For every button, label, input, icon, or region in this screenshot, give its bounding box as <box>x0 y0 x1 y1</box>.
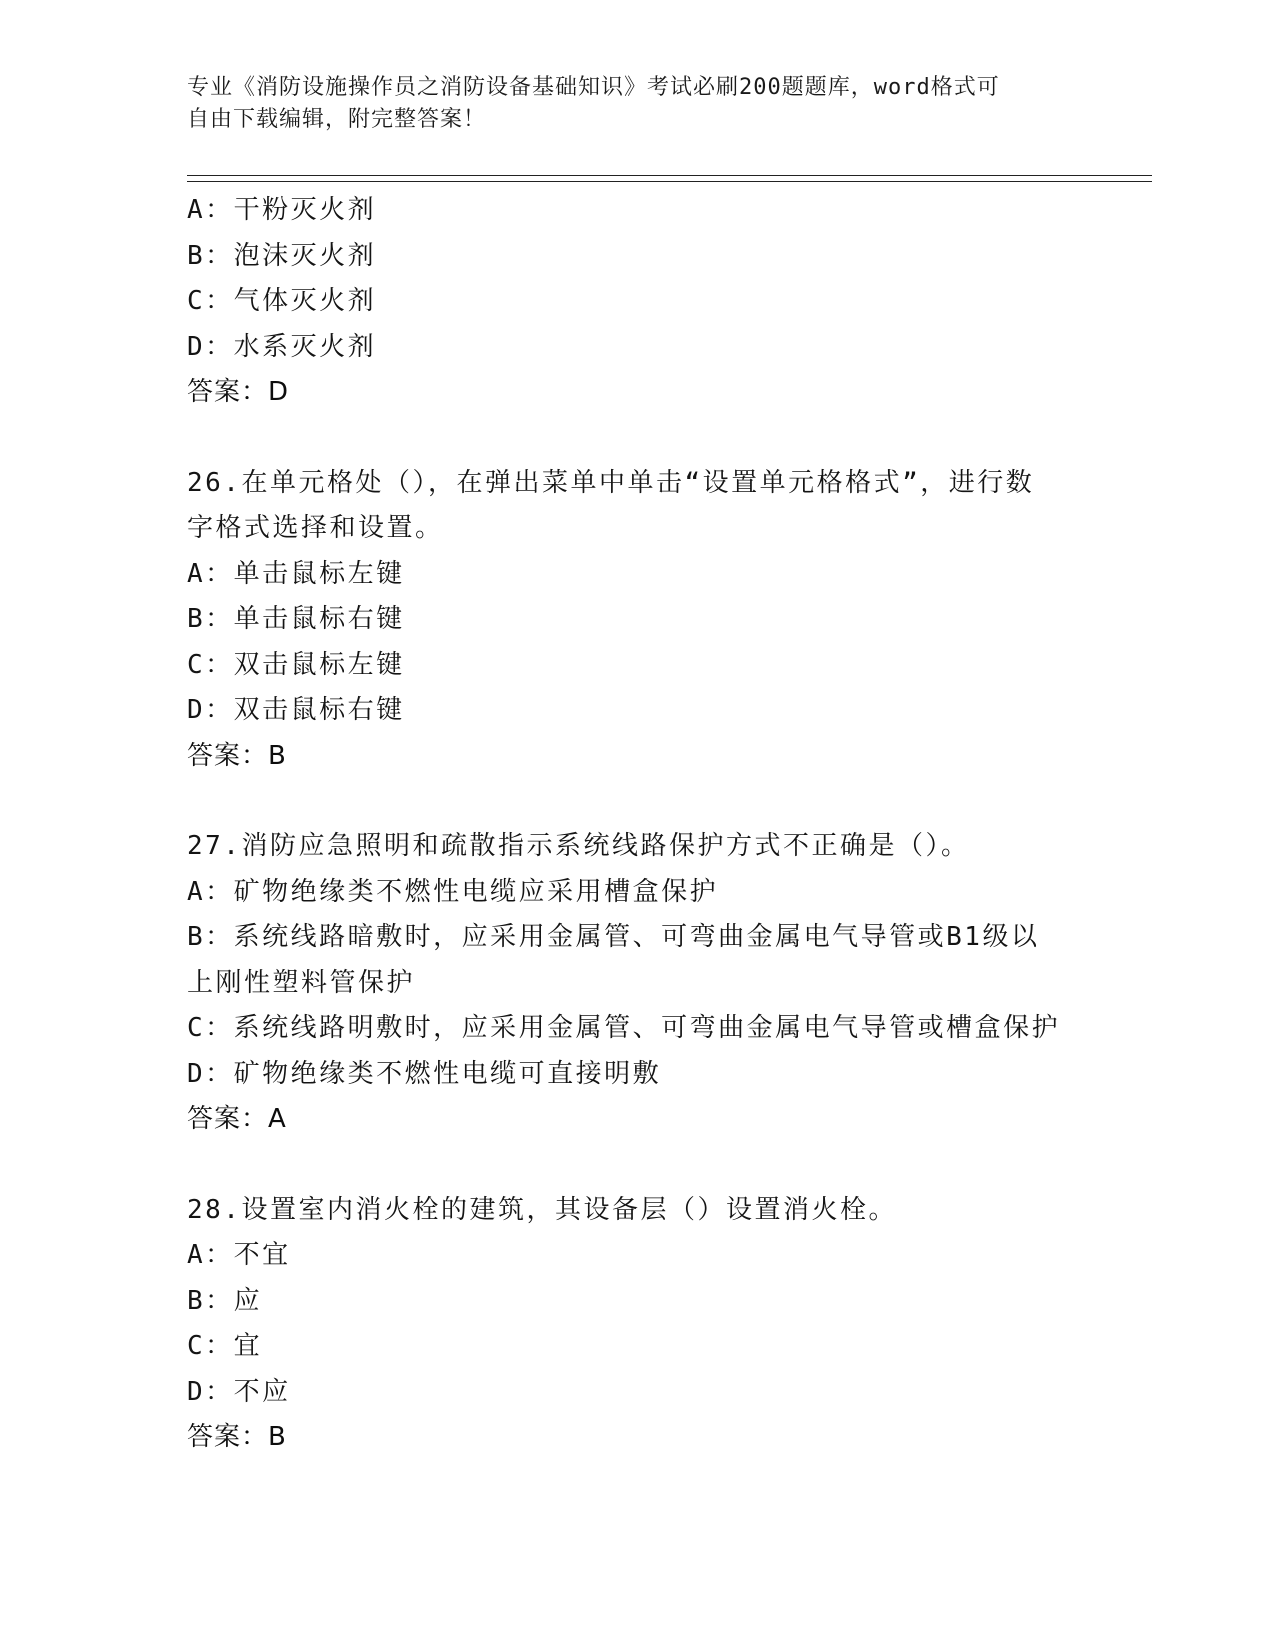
question-stem-line-2: 字格式选择和设置。 <box>187 513 444 543</box>
spacer <box>187 779 1087 824</box>
question-27 <box>187 824 1087 1143</box>
answer-label: 答案：D <box>187 377 290 407</box>
question-28 <box>187 1188 1087 1461</box>
option-d: D：不应 <box>187 1376 291 1407</box>
document-header <box>187 72 1067 136</box>
answer-label: 答案：A <box>187 1104 287 1134</box>
spacer <box>187 1143 1087 1188</box>
option-d: D：水系灭火剂 <box>187 331 377 362</box>
option-a: A：不宜 <box>187 1240 291 1270</box>
option-c: C：气体灭火剂 <box>187 286 377 316</box>
option-b-line-2: 上刚性塑料管保护 <box>187 967 416 998</box>
header-divider-bottom <box>187 181 1152 182</box>
question-stem-line-1: 26.在单元格处（），在弹出菜单中单击“设置单元格格式”，进行数 <box>187 467 1035 498</box>
option-c: C：系统线路明敷时，应采用金属管、可弯曲金属电气导管或槽盒保护 <box>187 1013 1061 1043</box>
question-26 <box>187 461 1087 780</box>
question-list <box>187 188 1087 1461</box>
question-stem: 27.消防应急照明和疏散指示系统线路保护方式不正确是（）。 <box>187 831 970 861</box>
option-a: A：矿物绝缘类不燃性电缆应采用槽盒保护 <box>187 876 719 907</box>
header-line-1: 专业《消防设施操作员之消防设备基础知识》考试必刷200题题库，word格式可 <box>187 75 1000 100</box>
answer-label: 答案：B <box>187 1422 287 1452</box>
option-b: B：泡沫灭火剂 <box>187 240 377 271</box>
header-divider-top <box>187 175 1152 176</box>
option-b: B：单击鼠标右键 <box>187 604 405 634</box>
answer-label: 答案：B <box>187 740 287 771</box>
option-d: D：双击鼠标右键 <box>187 695 405 725</box>
header-line-2: 自由下载编辑，附完整答案！ <box>187 107 487 132</box>
question-stem: 28.设置室内消火栓的建筑，其设备层（）设置消火栓。 <box>187 1194 897 1225</box>
option-b: B：应 <box>187 1285 263 1316</box>
option-b-line-1: B：系统线路暗敷时，应采用金属管、可弯曲金属电气导管或B1级以 <box>187 922 1040 952</box>
option-c: C：双击鼠标左键 <box>187 649 405 680</box>
spacer <box>187 416 1087 461</box>
question-25 <box>187 188 1087 416</box>
option-c: C：宜 <box>187 1331 263 1361</box>
option-a: A：干粉灭火剂 <box>187 195 377 225</box>
option-d: D：矿物绝缘类不燃性电缆可直接明敷 <box>187 1058 662 1089</box>
option-a: A：单击鼠标左键 <box>187 558 405 589</box>
